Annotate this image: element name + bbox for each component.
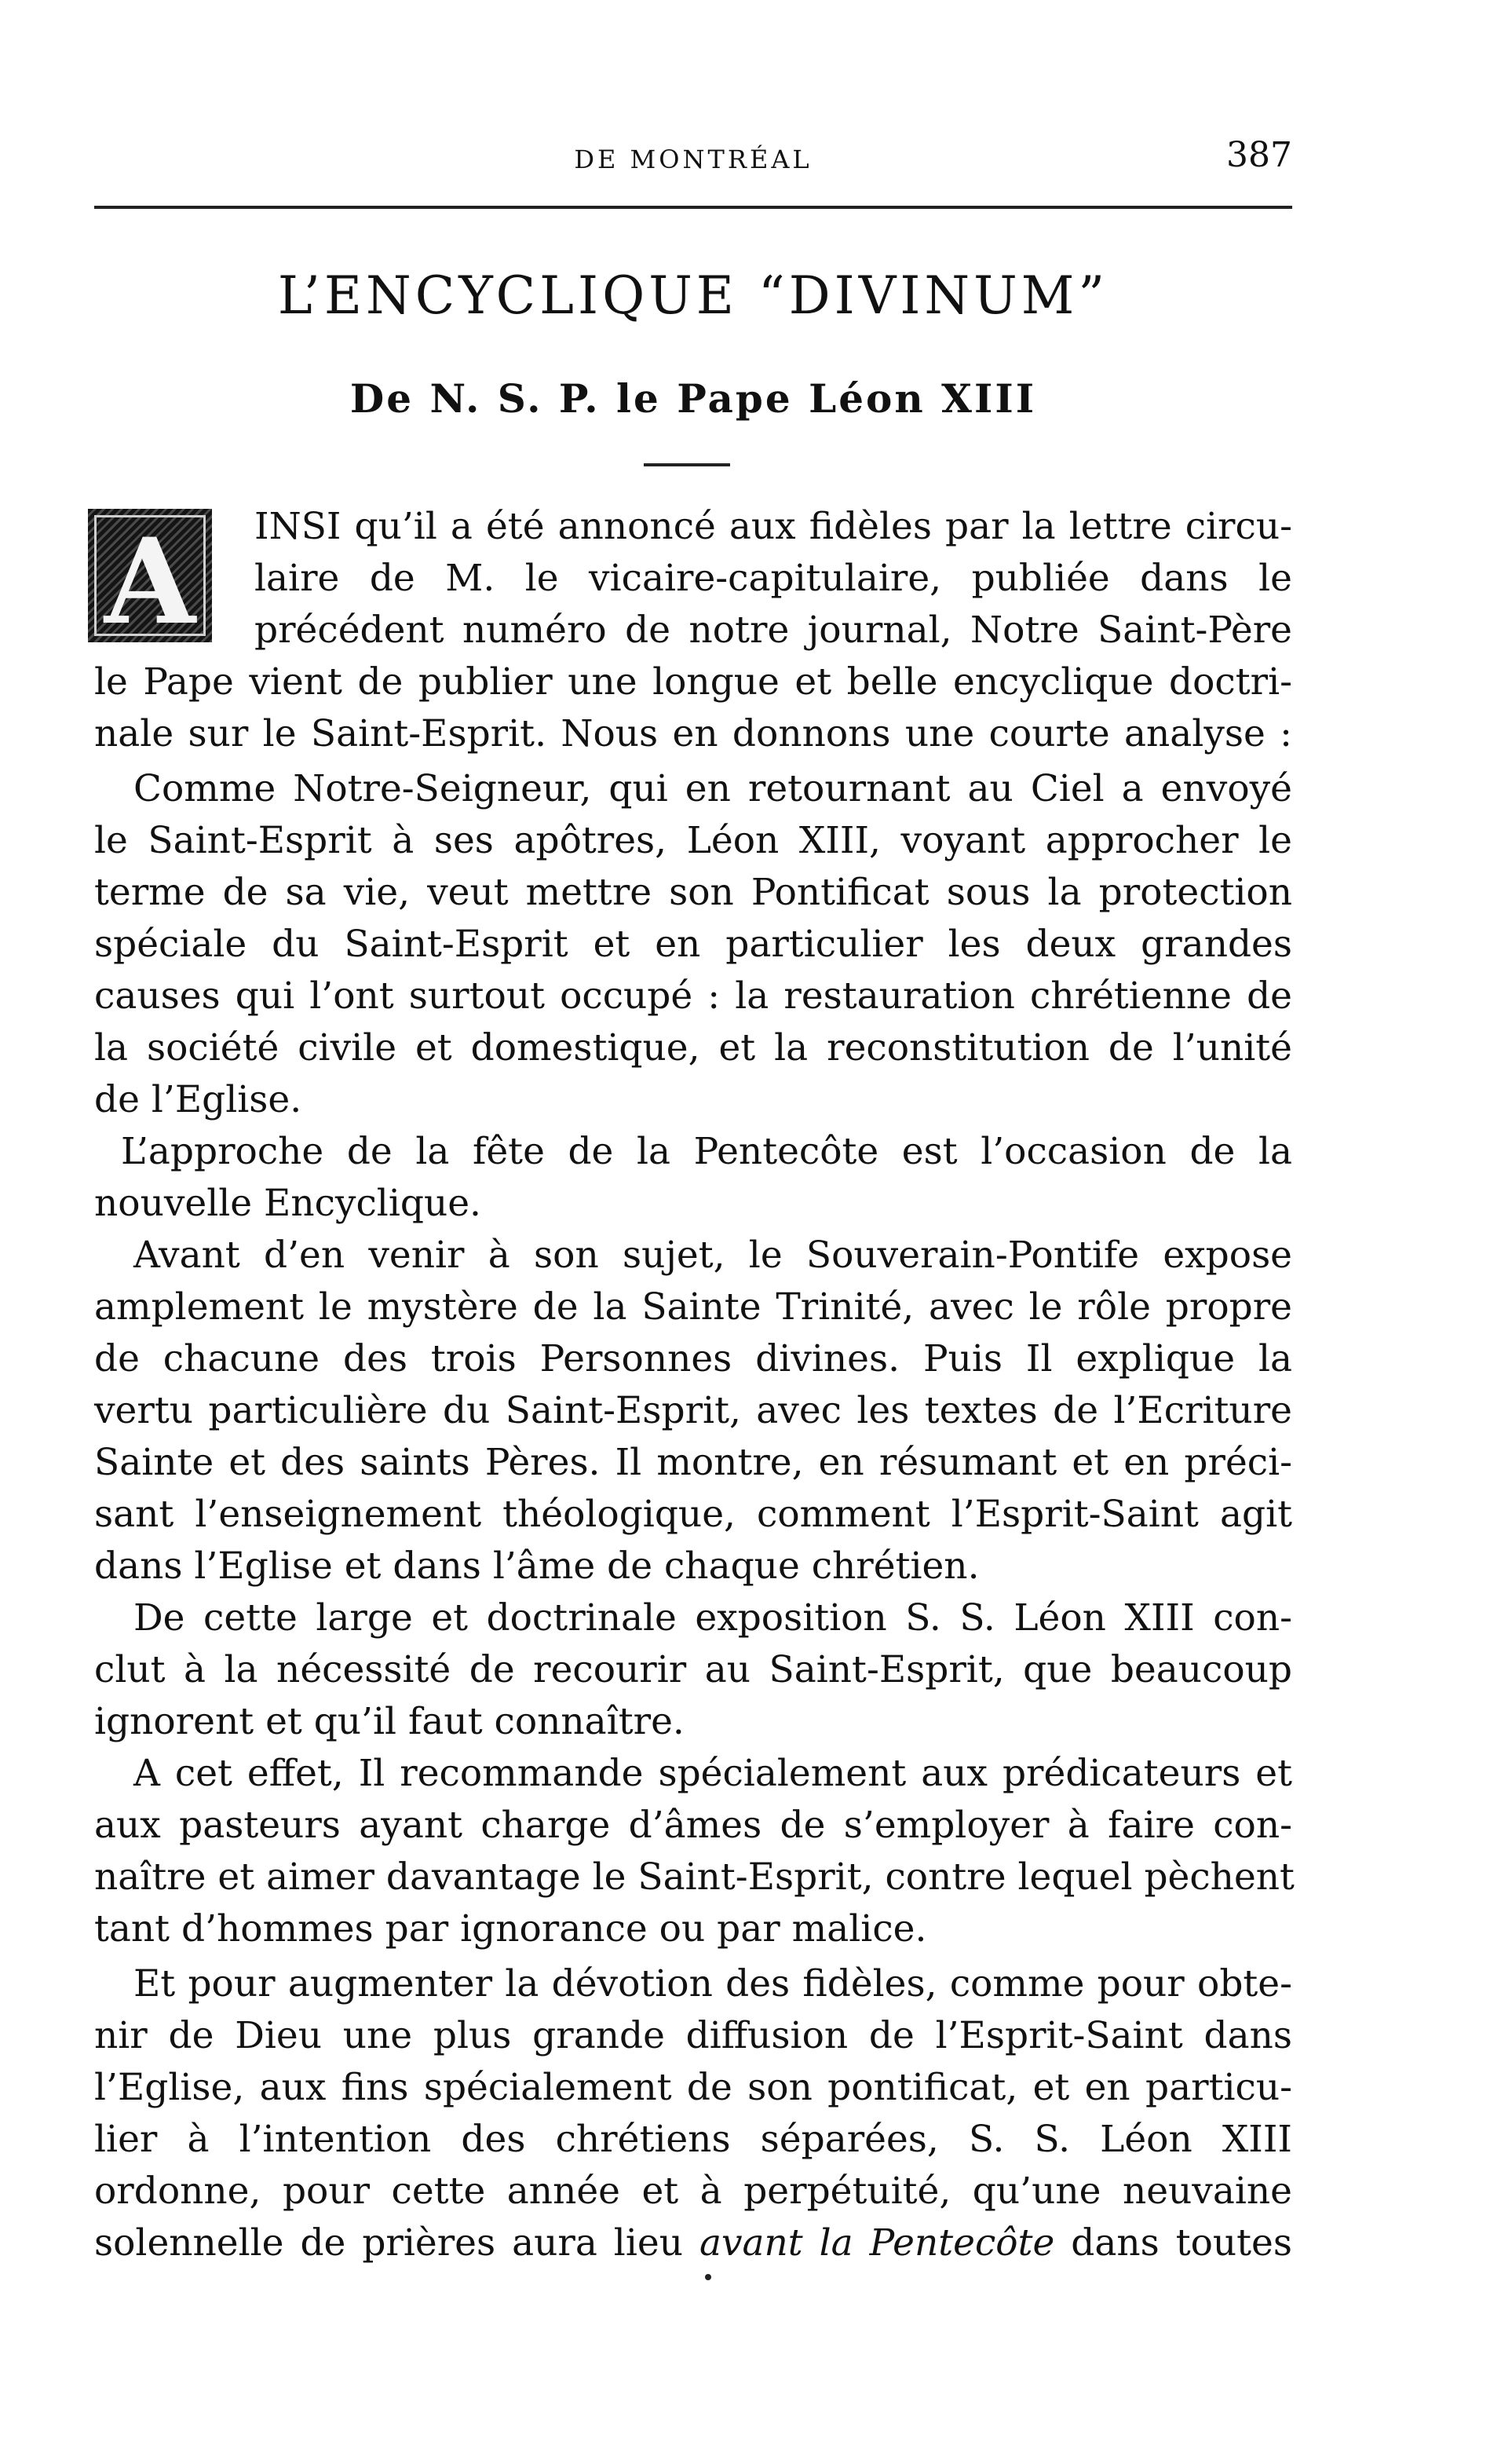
text-line: sant l’enseignement théologique, comment l’Esprit-Saint agit [94, 1493, 1292, 1536]
text-segment: dans toutes [1071, 2221, 1292, 2265]
text-line: la société civile et domestique, et la reconstitution de l’unité [94, 1026, 1292, 1069]
text-line: précédent numéro de notre journal, Notre Saint-Père [254, 609, 1292, 652]
text-line: terme de sa vie, veut mettre son Pontificat sous la protection [94, 871, 1292, 914]
text-line: Avant d’en venir à son sujet, le Souverain-Pontife expose [133, 1234, 1292, 1277]
text-line: ignorent et qu’il faut connaître. [94, 1700, 685, 1743]
text-line: de l’Eglise. [94, 1078, 302, 1121]
page-header [94, 135, 1292, 182]
text-line: l’Eglise, aux fins spécialement de son pontificat, et en particu- [94, 2066, 1292, 2109]
text-line: tant d’hommes par ignorance ou par malice. [94, 1907, 927, 1950]
text-line: naître et aimer davantage le Saint-Esprit, contre lequel pèchent [94, 1855, 1295, 1899]
text-line: causes qui l’ont surtout occupé : la restauration chrétienne de [94, 974, 1292, 1018]
text-line: L’approche de la fête de la Pentecôte est l’occasion de la [121, 1130, 1292, 1173]
article-title: L’ENCYCLIQUE “DIVINUM” [277, 265, 1109, 326]
text-segment: solennelle de prières aura lieu [94, 2221, 683, 2265]
text-line-last [94, 2217, 1292, 2269]
page-speck [705, 2274, 711, 2280]
text-line: aux pasteurs ayant charge d’âmes de s’employer à faire con- [94, 1804, 1292, 1847]
page-edge-right [1484, 0, 1512, 2464]
running-title: DE MONTRÉAL [574, 144, 813, 174]
text-line: A cet effet, Il recommande spécialement aux prédicateurs et [133, 1752, 1292, 1795]
drop-cap-letter: A [104, 513, 196, 642]
text-line: clut à la nécessité de recourir au Saint-Esprit, que beaucoup [94, 1648, 1292, 1691]
text-line: amplement le mystère de la Sainte Trinité, avec le rôle propre [94, 1285, 1292, 1329]
text-segment-italic: avant la Pentecôte [699, 2221, 1055, 2265]
text-line: De cette large et doctrinale exposition S. S. Léon XIII con- [133, 1596, 1292, 1640]
text-line: Comme Notre-Seigneur, qui en retournant au Ciel a envoyé [133, 767, 1292, 810]
text-line: nouvelle Encyclique. [94, 1182, 481, 1225]
page-edge-left [0, 0, 11, 2464]
header-rule [94, 206, 1292, 209]
text-line: ordonne, pour cette année et à perpétuité, qu’une neuvaine [94, 2170, 1292, 2213]
text-line: le Saint-Esprit à ses apôtres, Léon XIII, voyant approcher le [94, 819, 1292, 862]
drop-cap [88, 509, 212, 642]
text-line: Et pour augmenter la dévotion des fidèles, comme pour obte- [133, 1962, 1292, 2005]
text-line: nir de Dieu une plus grande diffusion de l’Esprit-Saint dans [94, 2014, 1292, 2057]
title-separator-rule [644, 463, 730, 466]
text-line: vertu particulière du Saint-Esprit, avec les textes de l’Ecriture [94, 1389, 1292, 1432]
text-line: laire de M. le vicaire-capitulaire, publiée dans le [254, 557, 1292, 600]
text-line: INSI qu’il a été annoncé aux fidèles par la lettre circu- [254, 505, 1292, 548]
page-number: 387 [1226, 135, 1292, 175]
text-line: lier à l’intention des chrétiens séparées, S. S. Léon XIII [94, 2118, 1292, 2161]
text-line: Sainte et des saints Pères. Il montre, en résumant et en préci- [94, 1441, 1292, 1484]
text-line: le Pape vient de publier une longue et belle encyclique doctri- [94, 660, 1292, 704]
text-line: dans l’Eglise et dans l’âme de chaque chrétien. [94, 1545, 980, 1588]
article-subtitle: De N. S. P. le Pape Léon XIII [349, 375, 1037, 422]
text-line: de chacune des trois Personnes divines. Puis Il explique la [94, 1337, 1292, 1380]
text-line: spéciale du Saint-Esprit et en particulier les deux grandes [94, 923, 1292, 966]
text-line: nale sur le Saint-Esprit. Nous en donnons une courte analyse : [94, 712, 1292, 755]
